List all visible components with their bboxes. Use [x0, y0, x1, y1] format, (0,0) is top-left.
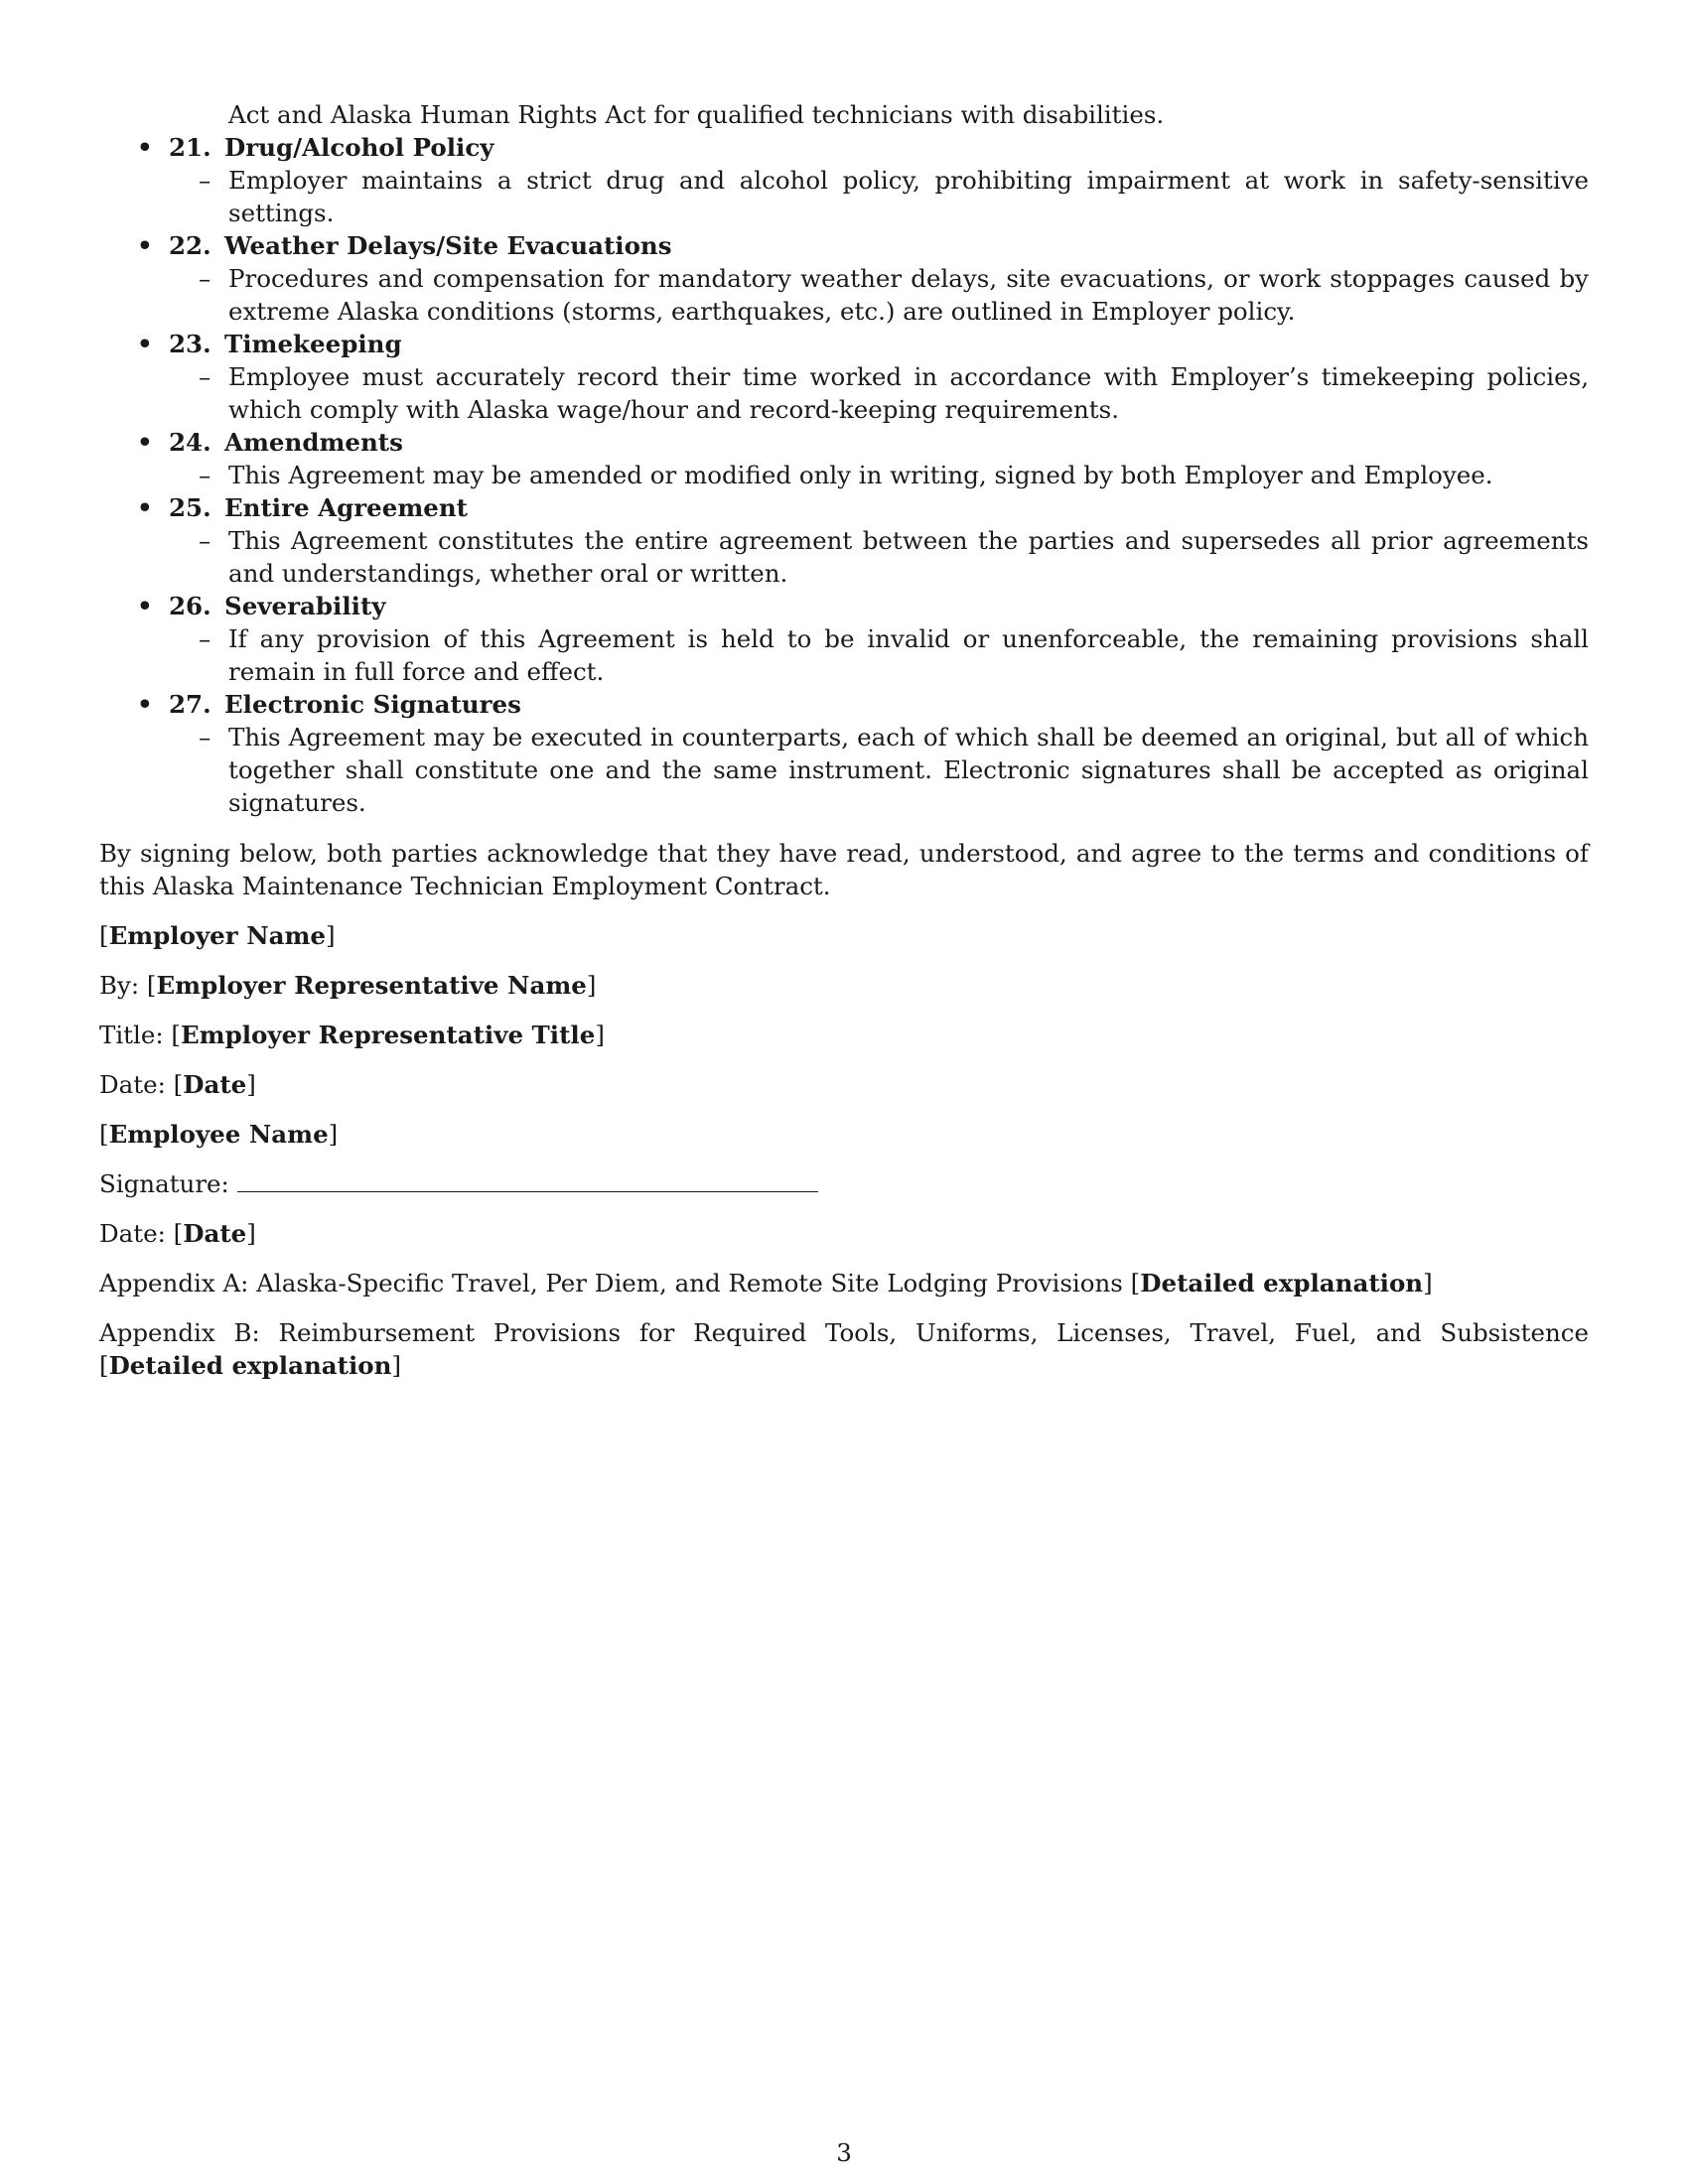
employee-name-field: [Employee Name]: [99, 1120, 339, 1149]
section-body: [169, 524, 1589, 590]
section-heading: [169, 131, 1589, 164]
section-body: [169, 262, 1589, 328]
employer-rep-title-field: Title: [Employer Representative Title]: [99, 1021, 605, 1049]
section-item: [99, 590, 1589, 688]
appendix-a: Appendix A: Alaska-Specific Travel, Per Diem, and Remote Site Lodging Provisions [Detailed explanation]: [99, 1269, 1433, 1297]
section-body: [169, 721, 1589, 819]
section-body-text: Employee must accurately record their time worked in accordance with Employer’s timekeeping policies, which comply with Alaska wage/hour and record-keeping requirements.: [228, 362, 1589, 424]
section-number: 22.: [169, 231, 211, 260]
signature-label: Signature:: [99, 1169, 229, 1198]
section-title: Entire Agreement: [224, 493, 468, 522]
bullet-icon: •: [137, 493, 153, 522]
section-heading: [169, 688, 1589, 721]
continuation-text: Act and Alaska Human Rights Act for qualified technicians with disabilities.: [228, 100, 1165, 129]
dash-icon: –: [199, 362, 211, 391]
appendix-b: Appendix B: Reimbursement Provisions for Required Tools, Uniforms, Licenses, Travel, Fuel, and Subsistence [Detailed explanation]: [99, 1318, 1589, 1380]
bullet-icon: •: [137, 231, 153, 260]
bullet-icon: •: [137, 592, 153, 620]
section-title: Drug/Alcohol Policy: [224, 133, 494, 162]
section-body: [169, 622, 1589, 688]
dash-icon: –: [199, 166, 211, 195]
section-item: [99, 328, 1589, 426]
page-number: 3: [836, 2138, 852, 2167]
section-item: [99, 131, 1589, 229]
title-label: Title:: [99, 1021, 164, 1049]
section-body-text: If any provision of this Agreement is held to be invalid or unenforceable, the remaining provisions shall remain in full force and effect.: [228, 624, 1589, 686]
section-body-text: Procedures and compensation for mandatory weather delays, site evacuations, or work stoppages caused by extreme Alaska conditions (storms, earthquakes, etc.) are outlined in Employer policy.: [228, 264, 1589, 326]
section-title: Severability: [224, 592, 386, 620]
section-body-text: This Agreement may be executed in counterparts, each of which shall be deemed an original, but all of which together shall constitute one and the same instrument. Electronic signatures shall be accepted as original signatures.: [228, 723, 1589, 817]
employer-date-field: Date: [Date]: [99, 1070, 256, 1099]
section-heading: [169, 426, 1589, 459]
section-body: [169, 459, 1589, 491]
appendix-a-text: Appendix A: Alaska-Specific Travel, Per Diem, and Remote Site Lodging Provisions: [99, 1269, 1123, 1297]
employer-rep-title-placeholder: Employer Representative Title: [180, 1021, 596, 1049]
section-number: 21.: [169, 133, 211, 162]
section-heading: [169, 229, 1589, 262]
section-body-text: Employer maintains a strict drug and alcohol policy, prohibiting impairment at work in safety-sensitive settings.: [228, 166, 1589, 227]
section-item: [99, 229, 1589, 328]
section-number: 27.: [169, 690, 211, 719]
section-heading: [169, 491, 1589, 524]
section-heading: [169, 590, 1589, 622]
employer-rep-name-field: By: [Employer Representative Name]: [99, 971, 597, 1000]
employee-date-placeholder: Date: [183, 1219, 247, 1248]
section-heading: [169, 328, 1589, 360]
bullet-icon: •: [137, 690, 153, 719]
appendix-a-placeholder: Detailed explanation: [1140, 1269, 1424, 1297]
section-title: Weather Delays/Site Evacuations: [224, 231, 672, 260]
section-number: 26.: [169, 592, 211, 620]
employer-date-placeholder: Date: [183, 1070, 247, 1099]
section-number: 24.: [169, 428, 211, 457]
employer-date-label: Date:: [99, 1070, 166, 1099]
appendix-b-text: Appendix B: Reimbursement Provisions for Required Tools, Uniforms, Licenses, Travel, Fuel, and Subsistence: [99, 1318, 1589, 1347]
employer-name-placeholder: Employer Name: [108, 921, 326, 950]
section-title: Electronic Signatures: [224, 690, 521, 719]
employee-name-placeholder: Employee Name: [108, 1120, 329, 1149]
document-page: [99, 98, 1589, 1382]
section-item: [99, 426, 1589, 491]
appendix-b-placeholder: Detailed explanation: [108, 1351, 392, 1380]
dash-icon: –: [199, 624, 211, 653]
dash-icon: –: [199, 264, 211, 293]
section-body: [169, 164, 1589, 229]
employer-name-field: [Employer Name]: [99, 921, 336, 950]
bullet-icon: •: [137, 133, 153, 162]
closing-statement: By signing below, both parties acknowledge that they have read, understood, and agree to the terms and conditions of this Alaska Maintenance Technician Employment Contract.: [99, 839, 1589, 900]
section-body-text: This Agreement constitutes the entire agreement between the parties and supersedes all prior agreements and understandings, whether oral or written.: [228, 526, 1589, 588]
section-body: [169, 360, 1589, 426]
section-title: Amendments: [224, 428, 403, 457]
section-item: [99, 491, 1589, 590]
dash-icon: –: [199, 526, 211, 555]
section-number: 25.: [169, 493, 211, 522]
section-list: [99, 131, 1589, 819]
section-title: Timekeeping: [224, 330, 402, 358]
section-item: [99, 688, 1589, 819]
dash-icon: –: [199, 461, 211, 489]
section-number: 23.: [169, 330, 211, 358]
bullet-icon: •: [137, 330, 153, 358]
employee-date-field: Date: [Date]: [99, 1219, 256, 1248]
employee-date-label: Date:: [99, 1219, 166, 1248]
by-label: By:: [99, 971, 140, 1000]
section-body-text: This Agreement may be amended or modified only in writing, signed by both Employer and Employee.: [228, 461, 1493, 489]
dash-icon: –: [199, 723, 211, 751]
signature-line[interactable]: [237, 1167, 818, 1192]
bullet-icon: •: [137, 428, 153, 457]
employee-signature-field: [99, 1167, 1589, 1200]
employer-rep-name-placeholder: Employer Representative Name: [156, 971, 587, 1000]
